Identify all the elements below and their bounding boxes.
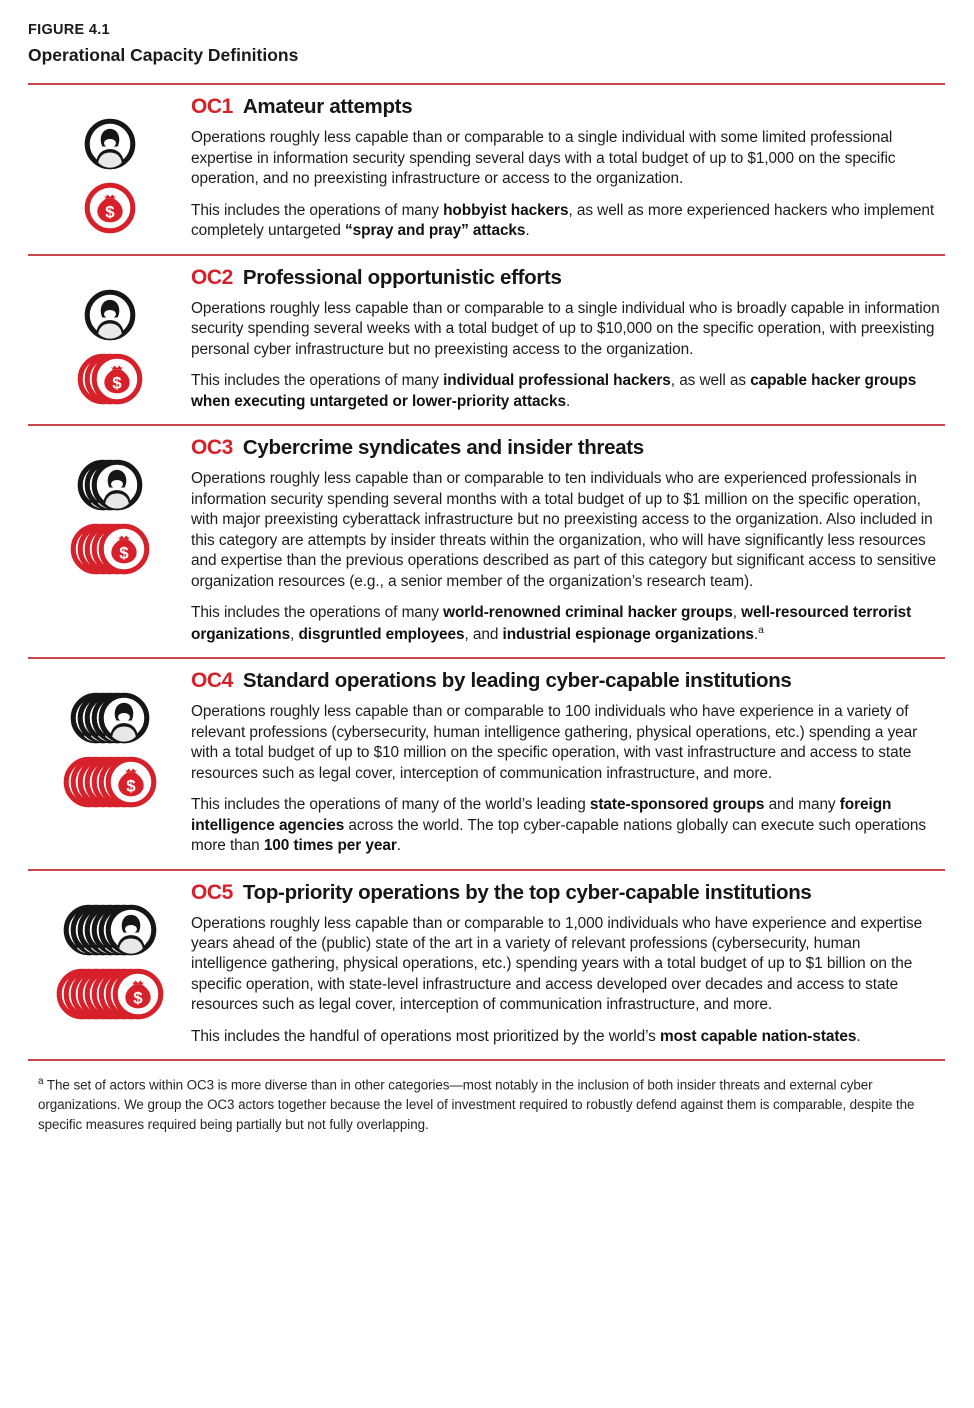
hooded-person-stack bbox=[83, 117, 137, 175]
page-title: Operational Capacity Definitions bbox=[28, 45, 299, 66]
money-bag-stack bbox=[55, 967, 165, 1025]
section-heading bbox=[191, 881, 940, 905]
money-bag-icon bbox=[111, 967, 165, 1021]
section-heading bbox=[191, 266, 940, 290]
hooded-person-stack bbox=[83, 288, 137, 346]
money-bag-stack bbox=[62, 755, 158, 813]
hooded-person-icon bbox=[83, 288, 137, 342]
hooded-person-stack bbox=[76, 458, 144, 516]
section-oc5 bbox=[28, 871, 946, 1060]
footnote bbox=[28, 1061, 946, 1134]
section-heading bbox=[191, 669, 940, 693]
section-paragraph: This includes the operations of many of the world’s leading state-sponsored groups and many foreign intelligence agencies across the world. The top cyber-capable nations globally can execute such operations more than 100 times per year. bbox=[191, 796, 926, 855]
section-title: Top-priority operations by the top cyber-capable institutions bbox=[242, 880, 812, 904]
money-bag-stack bbox=[69, 522, 151, 580]
section-paragraph: This includes the operations of many world-renowned criminal hacker groups, well-resourced terrorist organizations, disgruntled employees, and industrial espionage organizations.$^a$ bbox=[191, 604, 912, 643]
section-paragraph: Operations roughly less capable than or comparable to 100 individuals who have experience in a variety of relevant professions (cybersecurity, human intelligence gathering, physical operations, etc.) spending a year with a total budget of up to $10 million on the specific operation, with vast infrastructure and access to state resources such as legal cover, interception of communication infrastructure, and more. bbox=[191, 703, 918, 782]
section-body bbox=[191, 436, 946, 645]
hooded-person-icon bbox=[83, 117, 137, 171]
svg-text:$: $ bbox=[125, 776, 136, 796]
section-title: Standard operations by leading cyber-capable institutions bbox=[242, 669, 792, 693]
hooded-person-icon bbox=[97, 691, 151, 745]
money-bag-icon bbox=[83, 181, 137, 235]
section-paragraph: This includes the operations of many hobbyist hackers, as well as more experienced hackers who implement completely untargeted “spray and pray” attacks. bbox=[191, 201, 935, 240]
money-bag-stack bbox=[83, 181, 137, 239]
icon-column bbox=[28, 95, 191, 239]
money-bag-icon bbox=[104, 755, 158, 809]
section-heading bbox=[191, 436, 940, 460]
oc-tag: OC3 bbox=[191, 436, 233, 460]
section-title: Professional opportunistic efforts bbox=[242, 265, 562, 289]
footnote-text: The set of actors within OC3 is more diverse than in other categories—most notably in the inclusion of both insider threats and external cyber organizations. We group the OC3 actors together because the level of investment required to robustly defend against them is comparable, despite the specific measures required being partially but not fully overlapping. bbox=[38, 1077, 915, 1132]
section-body bbox=[191, 266, 946, 412]
oc-tag: OC4 bbox=[191, 669, 233, 693]
section-paragraph: Operations roughly less capable than or comparable to 1,000 individuals who have experience and expertise years ahead of the (public) state of the art in a variety of relevant professions (cybersecurity, human intelligence gathering, physical operations, etc.) spending years with a total budget of up to $1 billion on the specific operation, with state-level infrastructure and access developed over decades and access to state resources such as legal cover, interception of communication infrastructure, and more. bbox=[191, 914, 923, 1014]
section-oc4 bbox=[28, 659, 946, 868]
icon-column bbox=[28, 669, 191, 813]
footnote-ref[interactable]: a bbox=[758, 623, 764, 636]
icon-column bbox=[28, 881, 191, 1025]
section-paragraph: Operations roughly less capable than or comparable to ten individuals who are experienced professionals in information security spending several months with a total budget of up to $1 million on the specific operation, with major preexisting cyberattack infrastructure but no preexisting access to the organization. Also included in this category are attempts by insider threats within the organization, who will have significantly less resources and expertise than the previous operations described as part of this category but significant access to sensitive organization resources (e.g., a senior member of the organization’s research team). bbox=[191, 470, 937, 590]
money-bag-stack bbox=[76, 352, 144, 410]
section-heading bbox=[191, 95, 940, 119]
section-title: Amateur attempts bbox=[242, 95, 413, 119]
oc-tag: OC1 bbox=[191, 95, 233, 119]
icon-column bbox=[28, 266, 191, 410]
oc-tag: OC2 bbox=[191, 265, 233, 289]
section-title: Cybercrime syndicates and insider threats bbox=[242, 436, 644, 460]
svg-text:$: $ bbox=[132, 987, 143, 1007]
oc-tag: OC5 bbox=[191, 880, 233, 904]
section-paragraph: This includes the handful of operations most prioritized by the world’s most capable nation-states. bbox=[191, 1027, 861, 1045]
svg-text:$: $ bbox=[104, 202, 115, 222]
sections-container bbox=[28, 83, 946, 1061]
section-body bbox=[191, 95, 946, 241]
section-paragraph: Operations roughly less capable than or comparable to a single individual who is broadly capable in information security spending several weeks with a total budget of up to $10,000 on the specific operation, with preexisting personal cyber infrastructure but no preexisting access to the organization. bbox=[191, 299, 940, 358]
section-oc2 bbox=[28, 256, 946, 424]
hooded-person-stack bbox=[69, 691, 151, 749]
money-bag-icon bbox=[97, 522, 151, 576]
svg-text:$: $ bbox=[118, 543, 129, 563]
hooded-person-icon bbox=[104, 903, 158, 957]
icon-column bbox=[28, 436, 191, 580]
section-oc1 bbox=[28, 85, 946, 253]
hooded-person-stack bbox=[62, 903, 158, 961]
hooded-person-icon bbox=[90, 458, 144, 512]
money-bag-icon bbox=[90, 352, 144, 406]
svg-text:$: $ bbox=[111, 372, 122, 392]
section-oc3 bbox=[28, 426, 946, 657]
footnote-marker: a bbox=[38, 1076, 44, 1088]
section-body bbox=[191, 669, 946, 856]
figure-label: FIGURE 4.1 bbox=[28, 22, 110, 38]
section-body bbox=[191, 881, 946, 1048]
section-paragraph: This includes the operations of many individual professional hackers, as well as capable hacker groups when executing untargeted or lower-priority attacks. bbox=[191, 372, 917, 410]
section-paragraph: Operations roughly less capable than or comparable to a single individual with some limited professional expertise in information security spending several days with a total budget of up to $1,000 on the specific operation, and no preexisting infrastructure or access to the organization. bbox=[191, 129, 896, 188]
